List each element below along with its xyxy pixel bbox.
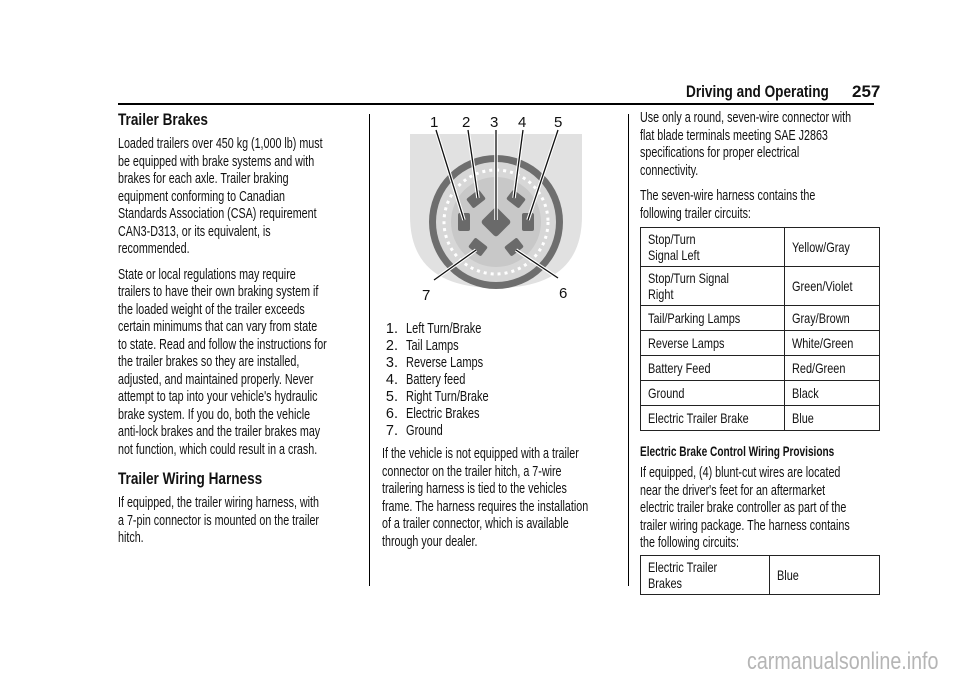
- table-row: [641, 406, 880, 431]
- table-cell-color: Green/Violet: [785, 267, 880, 306]
- heading-trailer-brakes: Trailer Brakes: [118, 110, 208, 129]
- section-title: Driving and Operating: [686, 82, 829, 101]
- callout-6: 6: [559, 285, 568, 302]
- table-cell-color: Blue: [769, 555, 879, 594]
- list-item: 5. Right Turn/Brake: [385, 389, 489, 405]
- table-cell-circuit: Stop/Turn Signal Left: [641, 228, 785, 267]
- callout-2: 2: [462, 114, 471, 131]
- table-row: [641, 356, 880, 381]
- list-item: 1. Left Turn/Brake: [385, 321, 482, 337]
- table-cell-circuit: Ground: [641, 381, 785, 406]
- column-divider-2: [628, 114, 629, 586]
- paragraph-regulations: State or local regulations may require trailers to have their own braking system if the loaded weight of the trailer exceeds certain minimums that can vary from state to state. Read and follow the instructions for the trailer brakes so they are installed, adjusted, and maintained properly. Never attempt to tap into your vehicle's hydraulic brake system. If you do, both the vehicle anti-lock brakes and the trailer brakes may not function, which could result in a crash.: [118, 266, 327, 458]
- table-cell-color: Red/Green: [785, 356, 880, 381]
- callout-3: 3: [490, 114, 499, 131]
- paragraph-no-connector: If the vehicle is not equipped with a trailer connector on the trailer hitch, a 7-wire trailering harness is tied to the vehicles frame. The harness requires the installation of a trailer connector, which is available through your dealer.: [382, 446, 589, 550]
- table-row: [641, 381, 880, 406]
- table-cell-circuit: Electric Trailer Brakes: [641, 555, 770, 594]
- paragraph-trailer-brakes: Loaded trailers over 450 kg (1,000 lb) must be equipped with brake systems and with brakes for each axle. Trailer braking equipment conforming to Canadian Standards Association (CSA) requirement CAN3-D313, or its equivalent, is recommended.: [118, 136, 323, 257]
- column-divider-1: [369, 114, 370, 586]
- table-cell-circuit: Electric Trailer Brake: [641, 406, 785, 431]
- circuit-table: [640, 227, 880, 431]
- table-cell-circuit: Stop/Turn Signal Right: [641, 267, 785, 306]
- table-row: [641, 228, 880, 267]
- paragraph-harness-circuits: The seven-wire harness contains the following trailer circuits:: [640, 188, 816, 222]
- callout-5: 5: [554, 114, 563, 131]
- heading-wiring-harness: Trailer Wiring Harness: [118, 469, 263, 488]
- table-cell-color: Yellow/Gray: [785, 228, 880, 267]
- table-row: [641, 306, 880, 331]
- paragraph-brake-control: If equipped, (4) blunt-cut wires are located near the driver's feet for an aftermarket electric trailer brake controller as part of the trailer wiring package. The harness contains the following circuits:: [640, 465, 850, 551]
- table-cell-color: Blue: [785, 406, 880, 431]
- list-item: 7. Ground: [385, 423, 443, 439]
- page-header: [686, 82, 881, 102]
- page-number: 257: [852, 82, 881, 101]
- list-item: 3. Reverse Lamps: [385, 355, 484, 371]
- column-3: [640, 110, 880, 595]
- table-cell-color: White/Green: [785, 331, 880, 356]
- table-cell-circuit: Battery Feed: [641, 356, 785, 381]
- callout-4: 4: [518, 114, 527, 131]
- column-2: [382, 110, 622, 551]
- paragraph-connector-spec: Use only a round, seven-wire connector with flat blade terminals meeting SAE J2863 specifications for proper electrical connectivity.: [640, 110, 852, 179]
- list-item: 6. Electric Brakes: [385, 406, 480, 422]
- table-row: [641, 555, 880, 594]
- table-cell-circuit: Reverse Lamps: [641, 331, 785, 356]
- brake-circuit-table: [640, 555, 880, 595]
- callout-1: 1: [430, 114, 439, 131]
- list-item: 2. Tail Lamps: [385, 338, 459, 354]
- table-cell-color: Gray/Brown: [785, 306, 880, 331]
- callout-7: 7: [422, 287, 431, 304]
- column-1: [118, 110, 358, 548]
- list-item: 4. Battery feed: [385, 372, 466, 388]
- seven-pin-connector-diagram: [382, 110, 622, 310]
- table-row: [641, 331, 880, 356]
- header-rule: [118, 103, 874, 105]
- table-cell-circuit: Tail/Parking Lamps: [641, 306, 785, 331]
- paragraph-wiring-harness: If equipped, the trailer wiring harness, with a 7-pin connector is mounted on the trailer hitch.: [118, 495, 320, 546]
- pin-legend-list: [382, 321, 622, 440]
- table-row: [641, 267, 880, 306]
- table-cell-color: Black: [785, 381, 880, 406]
- subheading-brake-control: Electric Brake Control Wiring Provisions: [640, 443, 835, 459]
- watermark: carmanualsonline.info: [746, 648, 938, 675]
